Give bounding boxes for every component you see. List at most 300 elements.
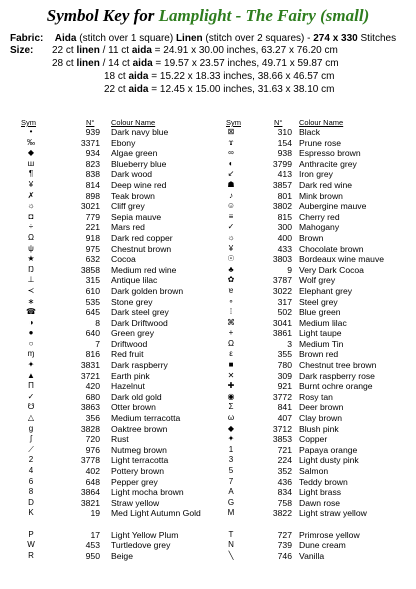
stitch-symbol: 2 — [28, 455, 34, 465]
colour-name: Anthracite grey — [299, 158, 357, 169]
colour-name: Dune cream — [299, 540, 346, 551]
stitch-symbol: ¥ — [228, 243, 234, 253]
size-count: 22 ct — [52, 45, 74, 56]
floss-number: 3778 — [80, 455, 100, 466]
size-count: / 11 ct — [102, 45, 130, 56]
colour-row — [224, 286, 414, 297]
colour-row — [224, 297, 414, 308]
floss-number: 3861 — [272, 328, 292, 339]
floss-number: 823 — [85, 158, 100, 169]
floss-number: 3712 — [272, 423, 292, 434]
header-colour-name: Colour Name — [111, 118, 156, 127]
colour-name: Clay brown — [299, 413, 342, 424]
floss-number: 640 — [85, 328, 100, 339]
colour-row — [224, 349, 414, 360]
colour-name: Oaktree brown — [111, 423, 168, 434]
stitch-symbol: ◉ — [227, 391, 235, 401]
floss-number: 841 — [277, 402, 292, 413]
floss-number: 3853 — [272, 434, 292, 445]
colour-name: Red fruit — [111, 349, 144, 360]
colour-row — [24, 148, 214, 159]
floss-number: 355 — [277, 349, 292, 360]
header-sym: Sym — [21, 118, 36, 127]
colour-name: Otter brown — [111, 402, 156, 413]
stitch-symbol: ■ — [228, 360, 234, 370]
size-line — [52, 45, 338, 57]
stitch-symbol: Ŋ — [28, 264, 34, 274]
colour-row — [224, 138, 414, 149]
stitch-symbol: W — [27, 540, 35, 550]
colour-name: Dark steel grey — [111, 307, 169, 318]
page-title — [0, 6, 416, 26]
size-fabric: linen — [76, 45, 100, 56]
left-colour-column — [24, 127, 214, 561]
colour-name: Very Dark Cocoa — [299, 264, 364, 275]
floss-number: 154 — [277, 137, 292, 148]
colour-name: Dark golden brown — [111, 285, 184, 296]
colour-row — [24, 424, 214, 435]
colour-row — [24, 455, 214, 466]
stitch-symbol: ✓ — [27, 391, 35, 401]
stitch-symbol: ☋ — [27, 402, 35, 412]
colour-row — [24, 275, 214, 286]
colour-name: Ebony — [111, 137, 136, 148]
stitch-symbol: ✿ — [227, 275, 235, 285]
colour-row — [224, 201, 414, 212]
floss-number: 727 — [277, 529, 292, 540]
size-fabric: aida — [128, 71, 149, 82]
colour-name: Sepia mauve — [111, 211, 162, 222]
colour-row — [24, 222, 214, 233]
stitch-symbol: ▲ — [27, 370, 35, 380]
stitch-symbol: ∗ — [27, 296, 35, 306]
colour-row — [224, 540, 414, 551]
colour-name: Green grey — [111, 328, 154, 339]
floss-number: 352 — [277, 466, 292, 476]
colour-name: Aubergine mauve — [299, 201, 367, 212]
colour-name: Mahogany — [299, 222, 340, 233]
header-num: N° — [274, 118, 283, 127]
colour-row — [24, 318, 214, 329]
colour-name: Dawn rose — [299, 497, 341, 508]
colour-row — [24, 265, 214, 276]
size-line — [104, 84, 334, 96]
colour-name: Dark Driftwood — [111, 317, 168, 328]
colour-row — [224, 159, 414, 170]
stitch-symbol: ω — [227, 413, 235, 423]
stitch-symbol: ⌘ — [227, 317, 235, 327]
stitch-symbol: 7 — [228, 476, 234, 486]
colour-row — [224, 318, 414, 329]
colour-row — [224, 381, 414, 392]
stitch-symbol: ⊠ — [227, 127, 235, 136]
stitch-symbol: 3 — [228, 455, 234, 465]
colour-row — [24, 392, 214, 403]
stitch-unit: Stitches — [360, 33, 397, 44]
colour-name: Earth pink — [111, 370, 150, 381]
stitch-symbol: M — [227, 508, 235, 518]
stitch-symbol: ʃ — [30, 434, 32, 444]
colour-row — [24, 307, 214, 318]
fabric-aida: Aida — [54, 33, 77, 44]
floss-number: 815 — [277, 211, 292, 222]
colour-name: Cherry red — [299, 211, 340, 222]
colour-name: Vanilla — [299, 550, 325, 561]
stitch-symbol: ¶ — [28, 169, 34, 179]
colour-row — [224, 487, 414, 498]
colour-name: Teak brown — [111, 190, 155, 201]
floss-number: 3041 — [272, 317, 292, 328]
floss-number: 801 — [277, 190, 292, 201]
colour-name: Light mocha brown — [111, 487, 184, 498]
stitch-symbol: △ — [27, 413, 35, 423]
colour-name: Medium lilac — [299, 317, 347, 328]
stitch-symbol: ♪ — [229, 190, 233, 200]
floss-number: 453 — [85, 540, 100, 551]
colour-row — [24, 191, 214, 202]
colour-row — [24, 339, 214, 350]
stitch-symbol: ⊥ — [27, 275, 35, 285]
colour-name: Blush pink — [299, 423, 339, 434]
stitch-symbol: 5 — [228, 466, 234, 475]
colour-name: Papaya orange — [299, 444, 358, 455]
colour-row — [24, 487, 214, 498]
colour-row — [24, 477, 214, 488]
floss-number: 7 — [95, 338, 100, 349]
colour-row — [24, 540, 214, 551]
colour-name: Nutmeg brown — [111, 444, 167, 455]
colour-row — [24, 508, 214, 529]
size-fabric: aida — [131, 45, 152, 56]
floss-number: 779 — [85, 211, 100, 222]
colour-row — [24, 169, 214, 180]
floss-number: 17 — [90, 529, 100, 540]
stitch-symbol: Σ — [228, 402, 234, 412]
stitch-symbol: ☉ — [227, 254, 235, 264]
title-prefix: Symbol Key for — [46, 6, 159, 25]
stitch-symbol: ϫ — [228, 137, 234, 147]
colour-row — [224, 127, 414, 138]
colour-row — [224, 402, 414, 413]
floss-number: 3772 — [272, 391, 292, 402]
stitch-symbol: ☗ — [227, 179, 235, 189]
stitch-symbol: ✗ — [27, 190, 35, 200]
stitch-symbol: 6 — [28, 476, 34, 486]
stitch-symbol: G — [227, 497, 235, 507]
floss-number: 3831 — [80, 360, 100, 371]
size-count: 18 ct — [104, 71, 126, 82]
floss-number: 221 — [85, 222, 100, 233]
stitch-symbol: ✦ — [227, 434, 235, 444]
floss-number: 413 — [277, 169, 292, 180]
colour-row — [224, 244, 414, 255]
colour-name: Medium terracotta — [111, 413, 181, 424]
stitch-symbol: Π — [28, 381, 34, 391]
floss-number: 309 — [277, 370, 292, 381]
stitch-symbol: ○ — [28, 338, 34, 348]
fabric-aida-note: (stitch over 1 square) — [79, 33, 174, 44]
floss-number: 9 — [287, 264, 292, 275]
stitch-symbol: ɱ — [27, 349, 35, 359]
floss-number: 436 — [277, 476, 292, 487]
colour-name: Deep wine red — [111, 179, 167, 190]
colour-name: Dark raspberry — [111, 360, 168, 371]
colour-name: Cocoa — [111, 254, 136, 265]
colour-row — [24, 254, 214, 265]
colour-row — [224, 169, 414, 180]
floss-number: 934 — [85, 148, 100, 159]
size-dimensions: = 19.57 x 23.57 inches, 49.71 x 59.87 cm — [155, 58, 339, 69]
colour-row — [24, 328, 214, 339]
colour-row — [224, 530, 414, 541]
floss-number: 3858 — [80, 264, 100, 275]
colour-name: Dark old gold — [111, 391, 162, 402]
colour-name: Medium Tin — [299, 338, 344, 349]
colour-row — [24, 402, 214, 413]
colour-name: Mink brown — [299, 190, 343, 201]
floss-number: 3821 — [80, 497, 100, 508]
colour-name: Iron grey — [299, 169, 333, 180]
floss-number: 502 — [277, 307, 292, 318]
colour-row — [224, 477, 414, 488]
colour-name: Light taupe — [299, 328, 342, 339]
floss-number: 310 — [277, 127, 292, 137]
stitch-symbol: ∞ — [228, 148, 234, 158]
colour-row — [224, 339, 414, 350]
stitch-symbol: ✦ — [27, 360, 35, 370]
floss-number: 838 — [85, 169, 100, 180]
colour-row — [24, 530, 214, 541]
colour-name: Copper — [299, 434, 328, 445]
colour-row — [24, 466, 214, 477]
stitch-symbol: ε — [229, 349, 233, 359]
floss-number: 400 — [277, 232, 292, 243]
colour-name: Hazelnut — [111, 381, 145, 392]
size-dimensions: = 12.45 x 15.00 inches, 31.63 x 38.10 cm — [151, 84, 335, 95]
colour-row — [224, 498, 414, 509]
colour-row — [24, 349, 214, 360]
floss-number: 402 — [85, 466, 100, 476]
stitch-symbol: ɐ — [228, 285, 234, 295]
colour-row — [24, 212, 214, 223]
colour-row — [24, 371, 214, 382]
colour-name: Brown red — [299, 349, 339, 360]
floss-number: 814 — [85, 179, 100, 190]
header-num: N° — [86, 118, 95, 127]
stitch-symbol: ╲ — [228, 550, 234, 560]
stitch-symbol: 8 — [28, 487, 34, 497]
colour-name: Straw yellow — [111, 497, 160, 508]
colour-name: Blueberry blue — [111, 158, 167, 169]
colour-name: Rust — [111, 434, 129, 445]
title-pattern-name: Lamplight - The Fairy (small) — [158, 6, 370, 25]
colour-row — [224, 455, 414, 466]
colour-row — [24, 286, 214, 297]
colour-row — [24, 360, 214, 371]
floss-number: 3863 — [80, 402, 100, 413]
floss-number: 3022 — [272, 285, 292, 296]
floss-number: 535 — [85, 296, 100, 307]
colour-row — [224, 222, 414, 233]
colour-name: Pottery brown — [111, 466, 165, 476]
colour-name: Cliff grey — [111, 201, 145, 212]
colour-row — [224, 191, 414, 202]
floss-number: 720 — [85, 434, 100, 445]
header-sym: Sym — [226, 118, 241, 127]
floss-number: 938 — [277, 148, 292, 159]
colour-row — [224, 371, 414, 382]
floss-number: 433 — [277, 243, 292, 254]
floss-number: 816 — [85, 349, 100, 360]
colour-name: Chestnut tree brown — [299, 360, 377, 371]
stitch-symbol: ≡ — [228, 211, 234, 221]
colour-row — [24, 434, 214, 445]
colour-row — [24, 180, 214, 191]
stitch-symbol: ☼ — [227, 232, 235, 242]
colour-name: Deer brown — [299, 402, 344, 413]
stitch-symbol: + — [228, 328, 234, 338]
floss-number: 610 — [85, 285, 100, 296]
stitch-symbol: ♣ — [228, 264, 234, 274]
colour-name: Chocolate brown — [299, 243, 364, 254]
colour-name: Light brass — [299, 487, 342, 498]
stitch-symbol: Ω — [228, 338, 234, 348]
colour-row — [224, 180, 414, 191]
colour-name: Wolf grey — [299, 275, 336, 286]
size-dimensions: = 15.22 x 18.33 inches, 38.66 x 46.57 cm — [151, 71, 335, 82]
stitch-symbol: ◐ — [228, 158, 234, 168]
colour-name: Stone grey — [111, 296, 153, 307]
colour-row — [24, 201, 214, 212]
floss-number: 3857 — [272, 179, 292, 190]
colour-row — [224, 360, 414, 371]
colour-row — [224, 413, 414, 424]
floss-number: 3803 — [272, 254, 292, 265]
floss-number: 632 — [85, 254, 100, 265]
colour-row — [24, 445, 214, 456]
header-colour-name: Colour Name — [299, 118, 344, 127]
floss-number: 758 — [277, 497, 292, 508]
stitch-symbol: T — [228, 529, 234, 539]
colour-name: Burnt ochre orange — [299, 381, 373, 392]
floss-number: 3371 — [80, 137, 100, 148]
stitch-symbol: ◆ — [227, 423, 235, 433]
colour-name: Bordeaux wine mauve — [299, 254, 385, 265]
colour-row — [224, 424, 414, 435]
colour-row — [24, 297, 214, 308]
floss-number: 3864 — [80, 487, 100, 498]
size-count: 22 ct — [104, 84, 126, 95]
stitch-symbol: ● — [28, 328, 34, 338]
colour-name: Dark raspberry rose — [299, 370, 375, 381]
size-dimensions: = 24.91 x 30.00 inches, 63.27 x 76.20 cm — [154, 45, 338, 56]
colour-row — [24, 138, 214, 149]
floss-number: 746 — [277, 550, 292, 561]
floss-number: 3021 — [80, 201, 100, 212]
stitch-symbol: N — [228, 540, 234, 550]
stitch-symbol: ÷ — [28, 222, 34, 232]
floss-number: 407 — [277, 413, 292, 424]
floss-number: 420 — [85, 381, 100, 392]
size-line — [104, 71, 334, 83]
colour-name: Light dusty pink — [299, 455, 359, 466]
stitch-symbol: 1 — [228, 444, 234, 454]
size-fabric: aida — [128, 84, 149, 95]
colour-row — [224, 233, 414, 244]
stitch-symbol: ◆ — [27, 148, 35, 158]
stitch-count: 274 x 330 — [313, 33, 358, 44]
floss-number: 224 — [277, 455, 292, 466]
colour-row — [24, 413, 214, 424]
colour-row — [224, 392, 414, 403]
colour-name: Medium red wine — [111, 264, 177, 275]
stitch-symbol: A — [228, 487, 234, 497]
floss-number: 921 — [277, 381, 292, 392]
size-label: Size: — [10, 45, 34, 56]
floss-number: 3799 — [272, 158, 292, 169]
colour-row — [224, 466, 414, 477]
floss-number: 3721 — [80, 370, 100, 381]
colour-row — [24, 159, 214, 170]
stitch-symbol: ⁞ — [229, 307, 233, 317]
stitch-symbol: ∘ — [228, 296, 234, 306]
floss-number: 918 — [85, 232, 100, 243]
colour-name: Black — [299, 127, 321, 137]
colour-row — [24, 233, 214, 244]
stitch-symbol: ★ — [27, 254, 35, 264]
colour-row — [24, 498, 214, 509]
size-count: 28 ct — [52, 58, 74, 69]
floss-number: 3802 — [272, 201, 292, 212]
floss-number: 300 — [277, 222, 292, 233]
floss-number: 315 — [85, 275, 100, 286]
floss-number: 317 — [277, 296, 292, 307]
colour-row — [224, 445, 414, 456]
colour-name: Pepper grey — [111, 476, 158, 487]
stitch-symbol: ☎ — [26, 307, 36, 317]
stitch-symbol: ‰ — [27, 137, 35, 147]
stitch-symbol: P — [28, 529, 34, 539]
colour-name: Dark navy blue — [111, 127, 169, 137]
floss-number: 780 — [277, 360, 292, 371]
stitch-symbol: ☼ — [27, 201, 35, 211]
floss-number: 834 — [277, 487, 292, 498]
floss-number: 645 — [85, 307, 100, 318]
stitch-symbol: • — [29, 127, 33, 136]
colour-name: Driftwood — [111, 338, 148, 349]
colour-name: Chestnut brown — [111, 243, 172, 254]
colour-row — [224, 434, 414, 445]
floss-number: 739 — [277, 540, 292, 551]
colour-name: Light Yellow Plum — [111, 529, 179, 540]
colour-row — [24, 244, 214, 255]
colour-name: Espresso brown — [299, 148, 361, 159]
fabric-linen-note: (stitch over 2 squares) - — [205, 33, 311, 44]
colour-name: Blue green — [299, 307, 341, 318]
stitch-symbol: ≺ — [27, 285, 35, 295]
size-fabric: linen — [76, 58, 100, 69]
size-count: / 14 ct — [102, 58, 130, 69]
stitch-symbol: ✚ — [227, 381, 235, 391]
fabric-linen: Linen — [175, 33, 203, 44]
floss-number: 648 — [85, 476, 100, 487]
stitch-symbol: K — [28, 508, 34, 518]
right-colour-column — [224, 127, 414, 561]
colour-row — [224, 551, 414, 562]
floss-number: 356 — [85, 413, 100, 424]
size-line — [52, 58, 339, 70]
colour-name: Beige — [111, 550, 133, 561]
